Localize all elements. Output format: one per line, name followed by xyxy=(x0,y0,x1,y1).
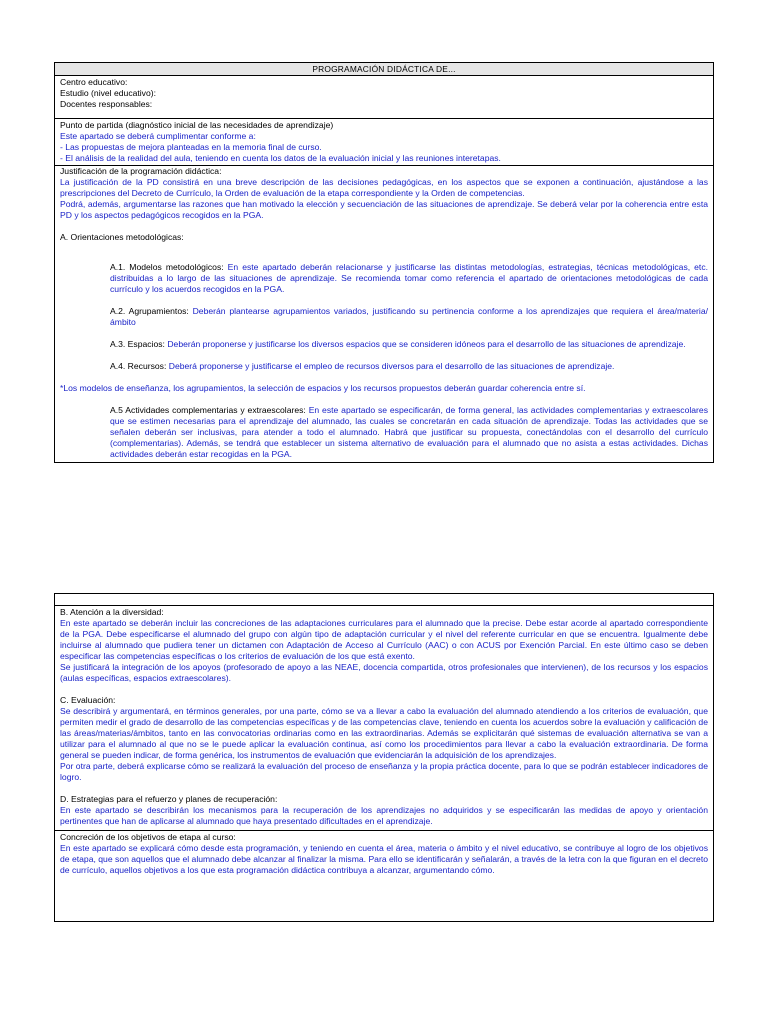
objetivos-section xyxy=(55,831,713,921)
punto-partida-line: Este apartado se deberá cumplimentar conforme a: xyxy=(60,131,256,141)
evaluacion-paragraph: Se describirá y argumentará, en términos generales, por una parte, cómo se va a llevar a cabo la evaluación del alumnado atendiendo a los criterios de evaluación, que permiten medir el grado de desarrollo de las competencias específicas y de las competencias clave, teniendo en cuenta los acuerdos sobre la evaluación y calificación de las áreas/materias/ámbitos, tanto en las convocatorias ordinarias como en las extraordinarias. Además se explicitarán qué sistemas de evaluación alternativa se van a utilizar para el alumnado al que no se le puede aplicar la evaluación continua, así como los procedimientos para llevar a cabo la evaluación extraordinaria. De forma general se pueden indicar, de forma genérica, los instrumentos de evaluación que evidenciarán la adquisición de los aprendizajes. xyxy=(60,706,708,760)
justificacion-section xyxy=(55,166,713,462)
centro-label: Centro educativo: xyxy=(60,77,128,87)
a3-item: A.3. Espacios: Deberán proponerse y justificarse los diversos espacios que se consideren idóneos para el desarrollo de las situaciones de aprendizaje. xyxy=(110,339,686,349)
a4-item: A.4. Recursos: Deberá proponerse y justificarse el empleo de recursos diversos para el desarrollo de las situaciones de aprendizaje. xyxy=(110,361,615,371)
justificacion-paragraph: La justificación de la PD consistirá en una breve descripción de las decisiones pedagógicas, en los aspectos que se exponen a continuación, ajustándose a las prescripciones del Decreto de Currículo, la Orden de evaluación de la etapa correspondiente y la Orden de competencias. xyxy=(60,177,708,198)
a5-item: A.5 Actividades complementarias y extraescolares: En este apartado se especificarán, de forma general, las actividades complementarias y extraescolares que se estimen necesarias para el aprendizaje del alumnado, las cuales se concretarán en cada situación de aprendizaje. Todas las actividades que se señalen deberán ser inclusivas, para atender a todo el alumnado. Habrá que justificar su propuesta, conectándolas con el desarrollo del currículo (complementarias). Además, se tendrá que establecer un sistema alternativo de evaluación para el alumnado que no asista a estas actividades. Dichas actividades deberán estar recogidas en la PGA. xyxy=(110,405,708,459)
a2-item: A.2. Agrupamientos: Deberán plantearse agrupamientos variados, justificando su pertinencia conforme a los aprendizajes que requiera el área/materia/ámbito xyxy=(110,306,708,327)
objetivos-paragraph: En este apartado se explicará cómo desde esta programación, y teniendo en cuenta el área, materia o ámbito y el nivel educativo, se contribuye al logro de los objetivos de etapa, que son aquellos que el alumnado debe alcanzar al finalizar la misma. Para ello se identificarán y señalarán, a través de la letra con la que figuran en el decreto de currículo, aquellos objetivos a los que esta programación didáctica contribuya a alcanzar, argumentando cómo. xyxy=(60,843,708,875)
diversidad-paragraph: Se justificará la integración de los apoyos (profesorado de apoyo a las NEAE, docencia compartida, otros profesionales que intervienen), de los recursos y los espacios (aulas específicas, espacios extraescolares). xyxy=(60,662,708,683)
evaluacion-paragraph: Por otra parte, deberá explicarse cómo se realizará la evaluación del proceso de enseñanza y la propia práctica docente, para lo que se podrán establecer indicadores de logro. xyxy=(60,761,708,782)
programacion-table xyxy=(54,62,714,463)
orientaciones-heading: A. Orientaciones metodológicas: xyxy=(60,232,184,242)
coherence-note: *Los modelos de enseñanza, los agrupamientos, la selección de espacios y los recursos propuestos deberán guardar coherencia entre sí. xyxy=(60,383,586,393)
a1-item: A.1. Modelos metodológicos: En este apartado deberán relacionarse y justificarse las distintas metodologías, estrategias, técnicas metodológicas, etc. distribuidas a lo largo de las situaciones de aprendizaje. Se recomienda tomar como referencia el apartado de orientaciones metodológicas de cada currículo y los acuerdos recogidos en la PGA. xyxy=(110,262,709,294)
justificacion-heading: Justificación de la programación didáctica: xyxy=(60,166,222,176)
programacion-table-continued xyxy=(54,593,714,922)
refuerzo-heading: D. Estrategias para el refuerzo y planes de recuperación: xyxy=(60,794,278,804)
justificacion-paragraph: Podrá, además, argumentarse las razones que han motivado la elección y secuenciación de las situaciones de aprendizaje. Se deberá velar por la coherencia entre esta PD y los aspectos pedagógicos recogidos en la PGA. xyxy=(60,199,708,220)
evaluacion-heading: C. Evaluación: xyxy=(60,695,116,705)
identification-section xyxy=(55,76,713,119)
objetivos-heading: Concreción de los objetivos de etapa al curso: xyxy=(60,832,236,842)
punto-partida-line: - Las propuestas de mejora planteadas en la memoria final de curso. xyxy=(60,142,322,152)
docentes-label: Docentes responsables: xyxy=(60,99,153,109)
blank-row xyxy=(55,594,713,606)
punto-partida-heading: Punto de partida (diagnóstico inicial de las necesidades de aprendizaje) xyxy=(60,120,334,130)
page-title: PROGRAMACIÓN DIDÁCTICA DE... xyxy=(55,63,713,76)
diversidad-heading: B. Atención a la diversidad: xyxy=(60,607,164,617)
sections-bcd xyxy=(55,606,713,831)
estudio-label: Estudio (nivel educativo): xyxy=(60,88,157,98)
diversidad-paragraph: En este apartado se deberán incluir las concreciones de las adaptaciones curriculares para el alumnado que la precise. Debe estar acorde al apartado correspondiente de la PGA. Debe especificarse el alumnado del grupo con algún tipo de adaptación curricular y el nivel del referente curricular en que se encuentra. Igualmente debe incluirse al alumnado que pudiera tener un dictamen con Adaptación de Acceso al Currículo (AAC) o con ACUS por Exención Parcial. En este último caso se deben especificar las competencias específicas o los criterios de evaluación de los que está exento. xyxy=(60,618,708,661)
refuerzo-paragraph: En este apartado se describirán los mecanismos para la recuperación de los aprendizajes no adquiridos y se especificarán las medidas de apoyo y orientación pertinentes que han de aplicarse al alumnado que haya presentado dificultades en el aprendizaje. xyxy=(60,805,708,826)
punto-partida-line: - El análisis de la realidad del aula, teniendo en cuenta los datos de la evaluación inicial y las reuniones interetapas. xyxy=(60,153,501,163)
punto-partida-section xyxy=(55,119,713,166)
